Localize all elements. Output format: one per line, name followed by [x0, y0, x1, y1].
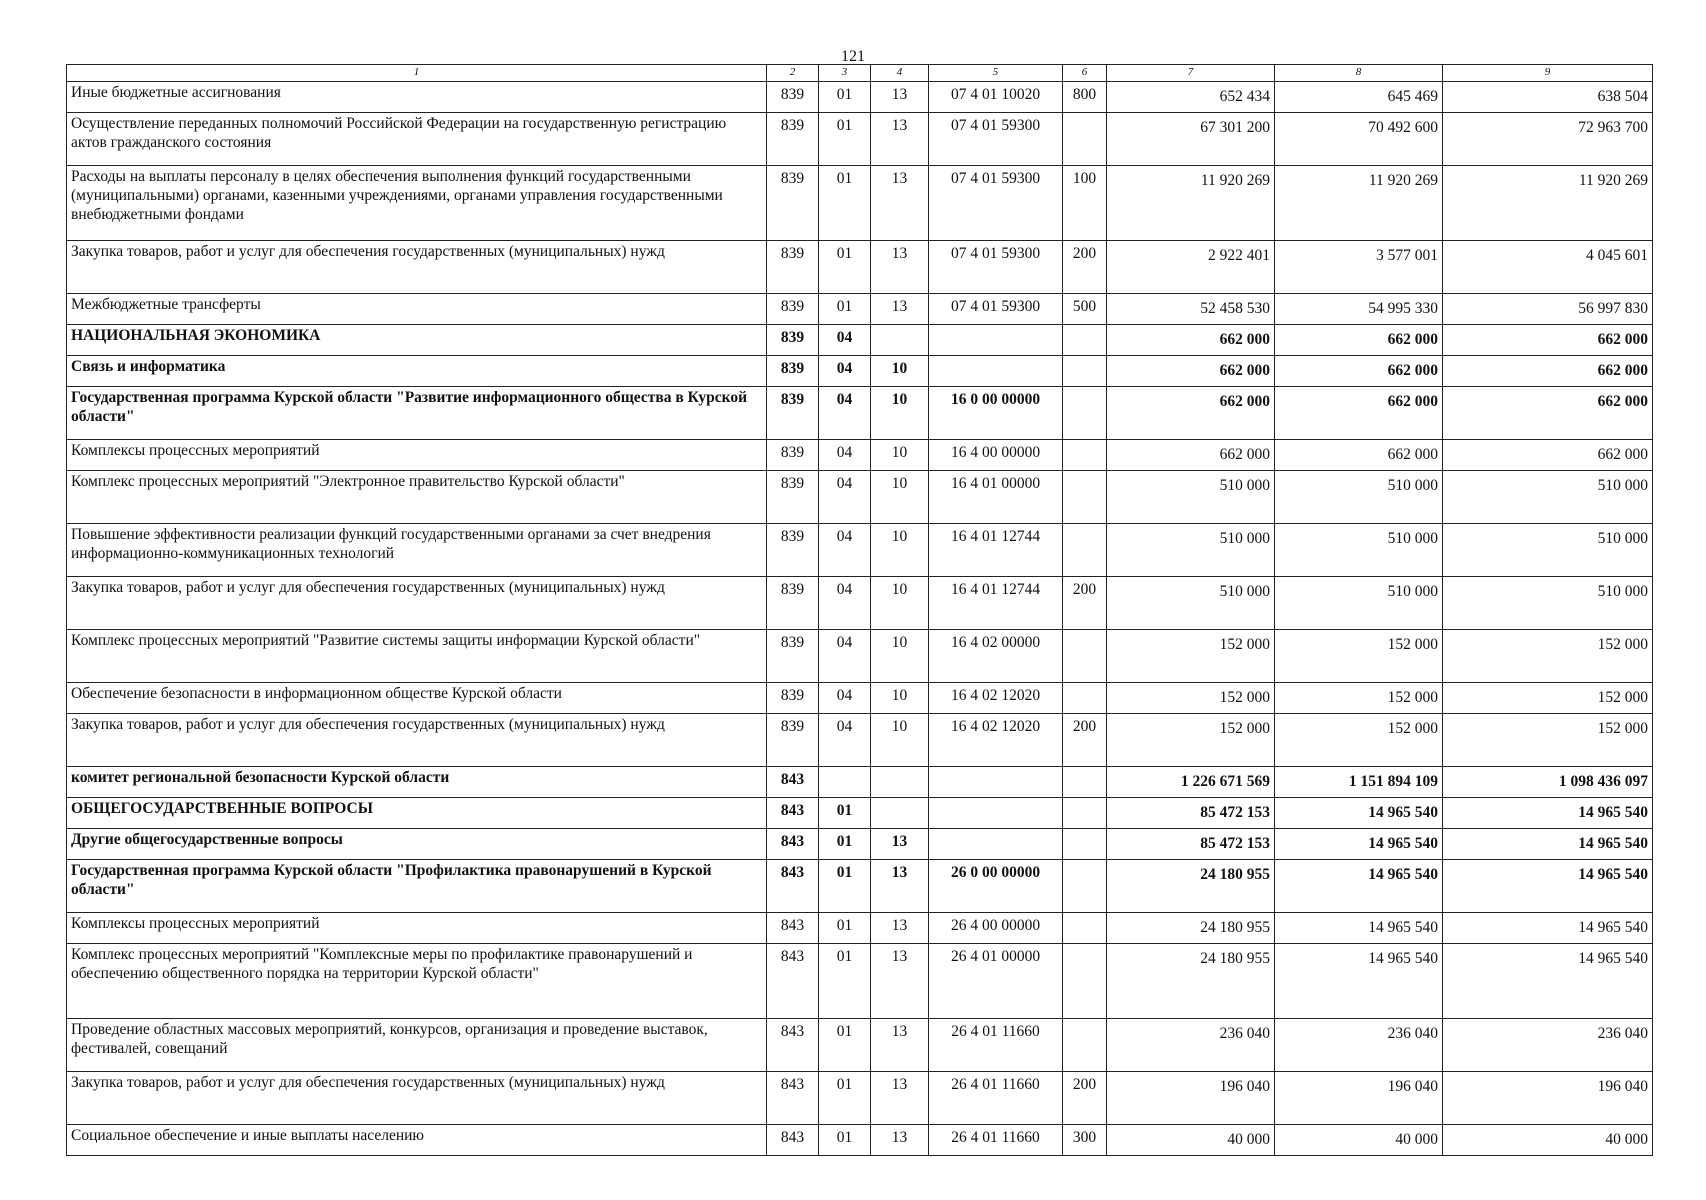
subsection-code-cell: 10	[871, 471, 929, 524]
row-name-cell: Закупка товаров, работ и услуг для обеспечения государственных (муниципальных) нужд	[67, 714, 767, 767]
admin-code-cell: 839	[767, 166, 819, 241]
amount-year2-cell: 54 995 330	[1275, 294, 1443, 325]
expense-type-cell	[1063, 113, 1107, 166]
amount-year3-cell: 510 000	[1443, 471, 1653, 524]
section-code-cell: 01	[819, 860, 871, 913]
expense-type-cell	[1063, 798, 1107, 829]
section-code-cell: 04	[819, 683, 871, 714]
target-article-cell: 07 4 01 59300	[929, 113, 1063, 166]
subsection-code-cell: 10	[871, 387, 929, 440]
row-name-cell: Расходы на выплаты персоналу в целях обеспечения выполнения функций государственными (муниципальными) органами, казенными учреждениями, органами управления государственными внебюджетными фондами	[67, 166, 767, 241]
row-name-cell: НАЦИОНАЛЬНАЯ ЭКОНОМИКА	[67, 325, 767, 356]
expense-type-cell	[1063, 325, 1107, 356]
admin-code-cell: 843	[767, 913, 819, 944]
amount-year1-cell: 196 040	[1107, 1072, 1275, 1125]
page-number: 121	[841, 48, 865, 65]
admin-code-cell: 843	[767, 1125, 819, 1156]
amount-year3-cell: 11 920 269	[1443, 166, 1653, 241]
amount-year3-cell: 662 000	[1443, 440, 1653, 471]
row-name-cell: Закупка товаров, работ и услуг для обеспечения государственных (муниципальных) нужд	[67, 241, 767, 294]
amount-year2-cell: 14 965 540	[1275, 829, 1443, 860]
expense-type-cell	[1063, 356, 1107, 387]
amount-year2-cell: 510 000	[1275, 577, 1443, 630]
header-cell: 9	[1443, 65, 1653, 82]
table-row	[67, 241, 1653, 294]
section-code-cell: 01	[819, 1019, 871, 1072]
subsection-code-cell	[871, 798, 929, 829]
amount-year1-cell: 662 000	[1107, 387, 1275, 440]
subsection-code-cell: 13	[871, 166, 929, 241]
header-row	[67, 65, 1653, 82]
target-article-cell: 07 4 01 10020	[929, 82, 1063, 113]
amount-year3-cell: 236 040	[1443, 1019, 1653, 1072]
amount-year3-cell: 662 000	[1443, 325, 1653, 356]
subsection-code-cell: 13	[871, 1125, 929, 1156]
row-name-cell: Комплексы процессных мероприятий	[67, 440, 767, 471]
table-row	[67, 714, 1653, 767]
header-cell: 5	[929, 65, 1063, 82]
section-code-cell: 04	[819, 387, 871, 440]
amount-year1-cell: 40 000	[1107, 1125, 1275, 1156]
target-article-cell	[929, 798, 1063, 829]
subsection-code-cell: 10	[871, 524, 929, 577]
subsection-code-cell: 13	[871, 113, 929, 166]
admin-code-cell: 839	[767, 82, 819, 113]
amount-year1-cell: 152 000	[1107, 630, 1275, 683]
section-code-cell: 01	[819, 166, 871, 241]
amount-year2-cell: 14 965 540	[1275, 860, 1443, 913]
section-code-cell: 01	[819, 1072, 871, 1125]
table-row	[67, 683, 1653, 714]
row-name-cell: комитет региональной безопасности Курской области	[67, 767, 767, 798]
section-code-cell: 01	[819, 1125, 871, 1156]
table-row	[67, 325, 1653, 356]
amount-year2-cell: 70 492 600	[1275, 113, 1443, 166]
target-article-cell: 16 4 00 00000	[929, 440, 1063, 471]
target-article-cell: 16 4 01 00000	[929, 471, 1063, 524]
expense-type-cell	[1063, 471, 1107, 524]
admin-code-cell: 839	[767, 440, 819, 471]
section-code-cell: 04	[819, 524, 871, 577]
admin-code-cell: 843	[767, 860, 819, 913]
expense-type-cell: 200	[1063, 241, 1107, 294]
expense-type-cell	[1063, 440, 1107, 471]
admin-code-cell: 839	[767, 714, 819, 767]
target-article-cell: 26 4 01 00000	[929, 944, 1063, 1019]
section-code-cell: 04	[819, 440, 871, 471]
amount-year2-cell: 662 000	[1275, 440, 1443, 471]
target-article-cell: 16 0 00 00000	[929, 387, 1063, 440]
table-row	[67, 471, 1653, 524]
table-row	[67, 356, 1653, 387]
target-article-cell: 07 4 01 59300	[929, 294, 1063, 325]
target-article-cell: 16 4 02 00000	[929, 630, 1063, 683]
expense-type-cell: 200	[1063, 1072, 1107, 1125]
budget-table	[66, 64, 1653, 1156]
table-row	[67, 524, 1653, 577]
section-code-cell: 01	[819, 294, 871, 325]
subsection-code-cell: 13	[871, 241, 929, 294]
amount-year1-cell: 652 434	[1107, 82, 1275, 113]
admin-code-cell: 843	[767, 944, 819, 1019]
admin-code-cell: 839	[767, 577, 819, 630]
amount-year3-cell: 1 098 436 097	[1443, 767, 1653, 798]
amount-year3-cell: 14 965 540	[1443, 944, 1653, 1019]
subsection-code-cell	[871, 325, 929, 356]
amount-year1-cell: 510 000	[1107, 471, 1275, 524]
admin-code-cell: 839	[767, 325, 819, 356]
target-article-cell: 07 4 01 59300	[929, 166, 1063, 241]
expense-type-cell	[1063, 913, 1107, 944]
amount-year3-cell: 40 000	[1443, 1125, 1653, 1156]
amount-year1-cell: 1 226 671 569	[1107, 767, 1275, 798]
row-name-cell: Проведение областных массовых мероприятий, конкурсов, организация и проведение выставок, фестивалей, совещаний	[67, 1019, 767, 1072]
expense-type-cell	[1063, 630, 1107, 683]
amount-year2-cell: 1 151 894 109	[1275, 767, 1443, 798]
target-article-cell: 26 4 01 11660	[929, 1125, 1063, 1156]
row-name-cell: Осуществление переданных полномочий Российской Федерации на государственную регистрацию актов гражданского состояния	[67, 113, 767, 166]
amount-year3-cell: 662 000	[1443, 356, 1653, 387]
row-name-cell: Закупка товаров, работ и услуг для обеспечения государственных (муниципальных) нужд	[67, 577, 767, 630]
table-row	[67, 294, 1653, 325]
section-code-cell: 04	[819, 714, 871, 767]
amount-year3-cell: 510 000	[1443, 577, 1653, 630]
amount-year1-cell: 85 472 153	[1107, 798, 1275, 829]
amount-year1-cell: 2 922 401	[1107, 241, 1275, 294]
target-article-cell: 26 4 00 00000	[929, 913, 1063, 944]
amount-year2-cell: 236 040	[1275, 1019, 1443, 1072]
table-row	[67, 630, 1653, 683]
amount-year1-cell: 662 000	[1107, 356, 1275, 387]
table-row	[67, 166, 1653, 241]
target-article-cell: 16 4 01 12744	[929, 524, 1063, 577]
subsection-code-cell: 10	[871, 714, 929, 767]
amount-year2-cell: 645 469	[1275, 82, 1443, 113]
subsection-code-cell: 13	[871, 1072, 929, 1125]
amount-year1-cell: 662 000	[1107, 325, 1275, 356]
section-code-cell: 04	[819, 630, 871, 683]
admin-code-cell: 839	[767, 471, 819, 524]
table-row	[67, 1019, 1653, 1072]
amount-year3-cell: 14 965 540	[1443, 829, 1653, 860]
expense-type-cell: 300	[1063, 1125, 1107, 1156]
admin-code-cell: 839	[767, 113, 819, 166]
row-name-cell: Обеспечение безопасности в информационном обществе Курской области	[67, 683, 767, 714]
target-article-cell: 26 4 01 11660	[929, 1072, 1063, 1125]
expense-type-cell	[1063, 1019, 1107, 1072]
section-code-cell: 01	[819, 798, 871, 829]
header-cell: 4	[871, 65, 929, 82]
amount-year1-cell: 52 458 530	[1107, 294, 1275, 325]
amount-year3-cell: 72 963 700	[1443, 113, 1653, 166]
row-name-cell: Другие общегосударственные вопросы	[67, 829, 767, 860]
expense-type-cell	[1063, 829, 1107, 860]
amount-year1-cell: 67 301 200	[1107, 113, 1275, 166]
row-name-cell: Межбюджетные трансферты	[67, 294, 767, 325]
section-code-cell: 04	[819, 471, 871, 524]
amount-year1-cell: 24 180 955	[1107, 913, 1275, 944]
section-code-cell: 04	[819, 577, 871, 630]
expense-type-cell	[1063, 944, 1107, 1019]
amount-year2-cell: 3 577 001	[1275, 241, 1443, 294]
amount-year1-cell: 510 000	[1107, 577, 1275, 630]
amount-year2-cell: 510 000	[1275, 524, 1443, 577]
table-row	[67, 82, 1653, 113]
amount-year2-cell: 662 000	[1275, 387, 1443, 440]
amount-year3-cell: 152 000	[1443, 714, 1653, 767]
subsection-code-cell: 10	[871, 683, 929, 714]
header-cell: 3	[819, 65, 871, 82]
admin-code-cell: 843	[767, 1072, 819, 1125]
amount-year3-cell: 510 000	[1443, 524, 1653, 577]
amount-year3-cell: 152 000	[1443, 683, 1653, 714]
header-cell: 7	[1107, 65, 1275, 82]
subsection-code-cell: 10	[871, 356, 929, 387]
row-name-cell: Комплекс процессных мероприятий "Развитие системы защиты информации Курской области"	[67, 630, 767, 683]
amount-year3-cell: 152 000	[1443, 630, 1653, 683]
section-code-cell: 01	[819, 113, 871, 166]
table-row	[67, 829, 1653, 860]
target-article-cell: 16 4 02 12020	[929, 683, 1063, 714]
amount-year2-cell: 510 000	[1275, 471, 1443, 524]
target-article-cell: 16 4 02 12020	[929, 714, 1063, 767]
subsection-code-cell: 13	[871, 913, 929, 944]
amount-year2-cell: 152 000	[1275, 683, 1443, 714]
amount-year3-cell: 196 040	[1443, 1072, 1653, 1125]
subsection-code-cell: 10	[871, 630, 929, 683]
table-row	[67, 113, 1653, 166]
amount-year1-cell: 152 000	[1107, 714, 1275, 767]
amount-year1-cell: 85 472 153	[1107, 829, 1275, 860]
expense-type-cell: 100	[1063, 166, 1107, 241]
amount-year2-cell: 40 000	[1275, 1125, 1443, 1156]
expense-type-cell	[1063, 683, 1107, 714]
admin-code-cell: 843	[767, 798, 819, 829]
expense-type-cell: 800	[1063, 82, 1107, 113]
row-name-cell: Закупка товаров, работ и услуг для обеспечения государственных (муниципальных) нужд	[67, 1072, 767, 1125]
expense-type-cell: 200	[1063, 577, 1107, 630]
expense-type-cell	[1063, 387, 1107, 440]
subsection-code-cell: 13	[871, 829, 929, 860]
subsection-code-cell: 13	[871, 944, 929, 1019]
section-code-cell: 01	[819, 944, 871, 1019]
row-name-cell: ОБЩЕГОСУДАРСТВЕННЫЕ ВОПРОСЫ	[67, 798, 767, 829]
admin-code-cell: 839	[767, 524, 819, 577]
section-code-cell	[819, 767, 871, 798]
amount-year1-cell: 11 920 269	[1107, 166, 1275, 241]
subsection-code-cell: 13	[871, 82, 929, 113]
subsection-code-cell: 10	[871, 577, 929, 630]
amount-year2-cell: 14 965 540	[1275, 798, 1443, 829]
amount-year1-cell: 24 180 955	[1107, 944, 1275, 1019]
row-name-cell: Комплекс процессных мероприятий "Комплексные меры по профилактике правонарушений и обеспечению общественного порядка на территории Курской области"	[67, 944, 767, 1019]
table-row	[67, 913, 1653, 944]
table-row	[67, 577, 1653, 630]
row-name-cell: Государственная программа Курской области "Развитие информационного общества в Курской области"	[67, 387, 767, 440]
target-article-cell	[929, 767, 1063, 798]
amount-year1-cell: 236 040	[1107, 1019, 1275, 1072]
target-article-cell: 16 4 01 12744	[929, 577, 1063, 630]
target-article-cell	[929, 325, 1063, 356]
amount-year3-cell: 14 965 540	[1443, 860, 1653, 913]
section-code-cell: 04	[819, 325, 871, 356]
amount-year2-cell: 14 965 540	[1275, 944, 1443, 1019]
amount-year3-cell: 4 045 601	[1443, 241, 1653, 294]
admin-code-cell: 839	[767, 683, 819, 714]
subsection-code-cell: 13	[871, 294, 929, 325]
table-row	[67, 767, 1653, 798]
subsection-code-cell: 13	[871, 860, 929, 913]
row-name-cell: Государственная программа Курской области "Профилактика правонарушений в Курской области"	[67, 860, 767, 913]
row-name-cell: Повышение эффективности реализации функций государственными органами за счет внедрения информационно-коммуникационных технологий	[67, 524, 767, 577]
amount-year1-cell: 24 180 955	[1107, 860, 1275, 913]
expense-type-cell: 500	[1063, 294, 1107, 325]
amount-year3-cell: 14 965 540	[1443, 798, 1653, 829]
amount-year3-cell: 638 504	[1443, 82, 1653, 113]
section-code-cell: 04	[819, 356, 871, 387]
amount-year3-cell: 56 997 830	[1443, 294, 1653, 325]
header-cell: 6	[1063, 65, 1107, 82]
subsection-code-cell	[871, 767, 929, 798]
section-code-cell: 01	[819, 82, 871, 113]
amount-year2-cell: 152 000	[1275, 714, 1443, 767]
amount-year1-cell: 510 000	[1107, 524, 1275, 577]
expense-type-cell	[1063, 524, 1107, 577]
expense-type-cell	[1063, 767, 1107, 798]
row-name-cell: Комплексы процессных мероприятий	[67, 913, 767, 944]
admin-code-cell: 843	[767, 829, 819, 860]
table-row	[67, 860, 1653, 913]
table-row	[67, 798, 1653, 829]
amount-year2-cell: 14 965 540	[1275, 913, 1443, 944]
expense-type-cell: 200	[1063, 714, 1107, 767]
amount-year2-cell: 662 000	[1275, 356, 1443, 387]
subsection-code-cell: 10	[871, 440, 929, 471]
admin-code-cell: 839	[767, 241, 819, 294]
amount-year2-cell: 11 920 269	[1275, 166, 1443, 241]
section-code-cell: 01	[819, 913, 871, 944]
target-article-cell	[929, 356, 1063, 387]
row-name-cell: Социальное обеспечение и иные выплаты населению	[67, 1125, 767, 1156]
amount-year2-cell: 152 000	[1275, 630, 1443, 683]
row-name-cell: Комплекс процессных мероприятий "Электронное правительство Курской области"	[67, 471, 767, 524]
target-article-cell: 07 4 01 59300	[929, 241, 1063, 294]
amount-year1-cell: 662 000	[1107, 440, 1275, 471]
section-code-cell: 01	[819, 241, 871, 294]
table-row	[67, 944, 1653, 1019]
section-code-cell: 01	[819, 829, 871, 860]
admin-code-cell: 839	[767, 630, 819, 683]
admin-code-cell: 839	[767, 294, 819, 325]
header-cell: 1	[67, 65, 767, 82]
table-row	[67, 387, 1653, 440]
header-cell: 2	[767, 65, 819, 82]
row-name-cell: Связь и информатика	[67, 356, 767, 387]
amount-year2-cell: 662 000	[1275, 325, 1443, 356]
amount-year3-cell: 14 965 540	[1443, 913, 1653, 944]
table-row	[67, 440, 1653, 471]
table-row	[67, 1072, 1653, 1125]
admin-code-cell: 843	[767, 1019, 819, 1072]
expense-type-cell	[1063, 860, 1107, 913]
target-article-cell: 26 4 01 11660	[929, 1019, 1063, 1072]
admin-code-cell: 839	[767, 356, 819, 387]
subsection-code-cell: 13	[871, 1019, 929, 1072]
admin-code-cell: 839	[767, 387, 819, 440]
admin-code-cell: 843	[767, 767, 819, 798]
target-article-cell	[929, 829, 1063, 860]
header-cell: 8	[1275, 65, 1443, 82]
amount-year3-cell: 662 000	[1443, 387, 1653, 440]
amount-year1-cell: 152 000	[1107, 683, 1275, 714]
row-name-cell: Иные бюджетные ассигнования	[67, 82, 767, 113]
table-row	[67, 1125, 1653, 1156]
target-article-cell: 26 0 00 00000	[929, 860, 1063, 913]
amount-year2-cell: 196 040	[1275, 1072, 1443, 1125]
